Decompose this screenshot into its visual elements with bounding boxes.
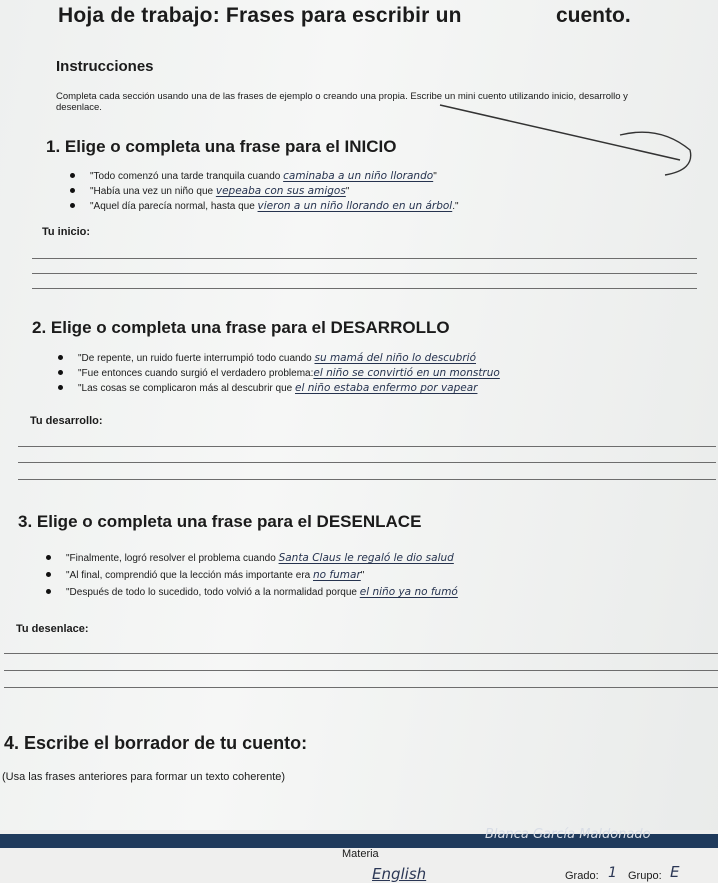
inicio-item-2-answer: vepeaba con sus amigos: [215, 185, 346, 197]
desarrollo-label: Tu desarrollo:: [30, 415, 103, 427]
inicio-item-3: [90, 200, 459, 212]
grado-value: 1: [608, 865, 617, 881]
instructions-text: Completa cada sección usando una de las frases de ejemplo o creando una propia. Escribe un mini cuento utilizando inicio, desarrollo y desenlace.: [56, 91, 628, 113]
grado-label: Grado:: [565, 870, 599, 882]
desarrollo-item-3: [78, 382, 477, 394]
inicio-item-1-end: ": [433, 171, 437, 182]
writing-line: [4, 687, 718, 688]
borrador-note: (Usa las frases anteriores para formar un texto coherente): [2, 771, 286, 783]
instructions-heading: Instrucciones: [56, 58, 154, 75]
section-desarrollo-heading: 2. Elige o completa una frase para el DESARROLLO: [32, 318, 450, 337]
writing-line: [18, 479, 716, 480]
writing-line: [32, 273, 697, 274]
writing-line: [32, 258, 697, 259]
section-borrador-heading: 4. Escribe el borrador de tu cuento:: [4, 733, 308, 753]
section-inicio-heading: 1. Elige o completa una frase para el INICIO: [46, 137, 397, 156]
inicio-item-3-end: .": [452, 201, 459, 212]
writing-line: [4, 653, 718, 654]
desarrollo-item-2: [78, 367, 500, 379]
inicio-item-1: [90, 170, 437, 182]
writing-line: [18, 446, 716, 447]
grupo-value: E: [670, 863, 680, 881]
inicio-item-2-end: ": [345, 186, 350, 197]
pen-scribble-icon: [420, 95, 700, 185]
inicio-label: Tu inicio:: [42, 226, 91, 238]
desenlace-item-2: [66, 569, 364, 581]
desenlace-item-2-text: "Al final, comprendió que la lección más importante era: [66, 570, 311, 581]
desarrollo-item-1: [78, 352, 476, 364]
desarrollo-item-2-answer: el niño se convirtió en un monstruo: [313, 367, 500, 379]
grupo-label: Grupo:: [628, 870, 662, 882]
desenlace-label: Tu desenlace:: [16, 623, 89, 635]
desenlace-item-1-text: "Finalmente, logró resolver el problema cuando: [66, 553, 276, 564]
desenlace-item-2-end: ": [360, 570, 365, 581]
desenlace-item-1-answer: Santa Claus le regaló le dio salud: [278, 552, 454, 564]
worksheet-title: Hoja de trabajo: Frases para escribir un: [58, 4, 462, 27]
worksheet-title-end: cuento.: [556, 4, 631, 27]
desenlace-item-1: [66, 552, 454, 564]
inicio-item-2: [90, 185, 349, 197]
desarrollo-item-2-text: "Fue entonces cuando surgió el verdadero problema:: [78, 368, 314, 379]
desenlace-item-3-text: "Después de todo lo sucedido, todo volvió a la normalidad porque: [66, 587, 357, 598]
section-desenlace-heading: 3. Elige o completa una frase para el DESENLACE: [18, 512, 422, 531]
materia-value: English: [372, 865, 427, 883]
desenlace-item-3-answer: el niño ya no fumó: [359, 586, 458, 598]
inicio-item-3-answer: vieron a un niño llorando en un árbol: [257, 200, 453, 212]
inicio-item-2-text: "Había una vez un niño que: [90, 186, 214, 197]
student-name-handwritten: Blanca García Maldonado: [485, 827, 651, 842]
desenlace-item-3: [66, 586, 458, 598]
desenlace-item-2-answer: no fumar: [313, 569, 361, 581]
inicio-item-1-answer: caminaba a un niño llorando: [283, 170, 434, 182]
desarrollo-item-3-answer: el niño estaba enfermo por vapear: [295, 382, 478, 394]
inicio-item-1-text: "Todo comenzó una tarde tranquila cuando: [90, 171, 281, 182]
writing-line: [18, 462, 716, 463]
desarrollo-item-1-text: "De repente, un ruido fuerte interrumpió todo cuando: [78, 353, 312, 364]
desarrollo-item-1-answer: su mamá del niño lo descubrió: [314, 352, 477, 364]
inicio-item-3-text: "Aquel día parecía normal, hasta que: [90, 201, 255, 212]
materia-label: Materia: [342, 848, 379, 860]
writing-line: [32, 288, 697, 289]
writing-line: [4, 670, 718, 671]
desarrollo-item-3-text: "Las cosas se complicaron más al descubrir que: [78, 383, 293, 394]
